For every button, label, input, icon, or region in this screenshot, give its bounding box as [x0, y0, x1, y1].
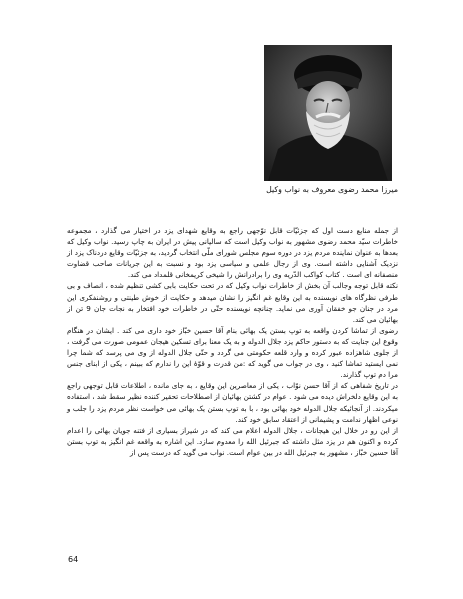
portrait-illustration — [264, 45, 392, 181]
paragraph-1: از جمله منابع دست اول که جزئیّات قابل توّجهی راجع به وقایع شهدای یزد در اختیار می گذارد ، مجموعه خاطرات سیّد محمد رضوی مشهور به نواب وکیل است که سالیانی پیش در ایران به چاپ رسید. نواب وکیل که بعدها به عنوان نماینده مردم یزد در دوره سوم مجلس شورای ملّی انتخاب گردید، به جزئیّات وقایع دردناک یزد از نزدیک آشنایی داشته است. وی از رجال علمی و سیاسی یزد بود و نسبت به این جریانات صاحب قضاوت منصفانه ای است . کتاب کواکب الدّریه وی را برادرانش را شیخی کریمخانی قلمداد می کند. — [67, 226, 398, 280]
paragraph-4: در تاریخ شفاهی که از آقا حسن نوّاب ، یکی از معاصرین این وقایع ، به جای مانده ، اطلاعات قابل توجهی راجع به این وقایع دلخراش دیده می شود . عوام در کشتن بهائیان از اصطلاحات تحقیر کننده نظیر سقط شد ، استفاده میکردند. از آنجائیکه جلال الدوله خود بهائی بود ، با به توپ بستن یک بهائی می خواست نظر مردم یزد را جلب و نوعی اظهار ندامت و پشیمانی از اعتقاد سابق خود کند. — [67, 381, 398, 424]
page-number: 64 — [68, 555, 79, 564]
photo-caption: میرزا محمد رضوی معروف به نواب وکیل — [266, 185, 398, 194]
article-body — [67, 225, 398, 458]
paragraph-2: نکته قابل توجه وجالب آن بخش از خاطرات نواب وکیل که در تحت حکایت بابی کشی تنظیم شده ، انصاف و بی طرفی نظرگاه های نویسنده به این وقایع غم انگیز را نشان میدهد و حکایت از خوش طینتی و روشنفکری این مرد در جنان جو خفقان آوری می نماید. چنانچه نویسنده حتّی در خاطرات خود افتخار به نجات جان 9 تن از بهائیان می کند. — [67, 281, 398, 324]
paragraph-3: رضوی از تماشا کردن واقعه به توپ بستن یک بهائی بنام آقا حسین خبّاز خود داری می کند . ایشان در هنگام وقوع این جنایت که به دستور حاکم یزد جلال الدوله و به یک معنا برای تسکین هیجان عمومی صورت می گرفت ، از جلوی شاهزاده عبور کرده و وارد قلعه حکومتی می گردد و حتّی جلال الدوله از وی می پرسد که شما چرا نمی ایستید تماشا کنید ، وی در جواب می گوید که :من قدرت و قوّهٔ این را ندارم که ببینم ، یکی از ابنای جنس مرا دم توپ گذارند. — [67, 325, 398, 380]
portrait-photo — [264, 45, 392, 181]
paragraph-5: از این رو در خلال این هیجانات ، جلال الدوله اعلام می کند که در شیراز بسیاری از فتنه جویان بهائی را اعدام کرده و اکنون هم در یزد مثل داشته که جبرئیل الله را معدوم سازد. این اشاره به واقعه غم انگیز به توپ بستن آقا حسین خبّاز ، مشهور به جبرئیل الله در بین عوام است. نواب می گوید که درست پس از — [67, 425, 398, 457]
